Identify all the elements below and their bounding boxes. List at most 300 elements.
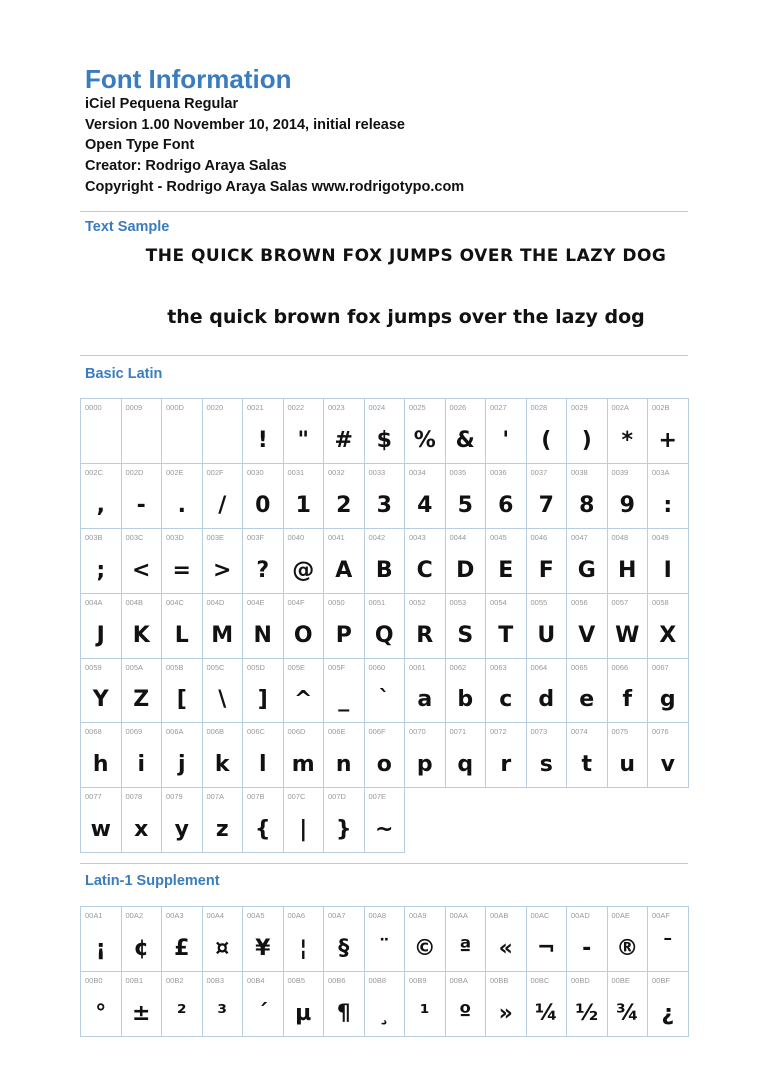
glyph-cell xyxy=(243,529,284,594)
glyph-code: 0075 xyxy=(611,727,629,737)
glyph-code: 004D xyxy=(206,597,225,607)
glyph-cell xyxy=(486,907,527,972)
glyph: | xyxy=(299,817,308,843)
glyph-cell xyxy=(324,659,365,724)
glyph: ¤ xyxy=(215,935,230,961)
glyph: { xyxy=(254,817,271,843)
glyph-code: 005E xyxy=(287,662,306,672)
glyph-cell xyxy=(203,464,244,529)
glyph-cell xyxy=(162,464,203,529)
glyph-cell xyxy=(81,723,122,788)
glyph-code: 005D xyxy=(247,662,265,672)
glyph-cell xyxy=(648,659,689,724)
glyph-code: 002C xyxy=(85,467,103,477)
glyph: O xyxy=(293,622,313,648)
glyph-code: 0074 xyxy=(571,727,588,737)
font-info xyxy=(85,94,464,198)
glyph: ' xyxy=(502,427,510,453)
glyph-code: 0073 xyxy=(530,727,548,737)
glyph-code: 0000 xyxy=(85,403,102,412)
page-title: Font Information xyxy=(85,64,292,94)
divider xyxy=(80,211,688,212)
glyph: ¯ xyxy=(662,935,674,961)
glyph-cell xyxy=(567,723,608,788)
glyph: M xyxy=(211,622,234,648)
glyph-cell xyxy=(648,723,689,788)
glyph-cell xyxy=(284,464,325,529)
glyph-code: 003D xyxy=(166,532,184,542)
glyph-code: 005F xyxy=(328,662,346,672)
glyph-cell xyxy=(162,399,203,464)
glyph-code: 00AE xyxy=(611,911,630,920)
glyph-code: 0050 xyxy=(328,597,345,607)
glyph-cell xyxy=(608,659,649,724)
glyph-code: 00A3 xyxy=(166,911,184,920)
glyph-code: 00B3 xyxy=(206,975,225,985)
glyph: / xyxy=(218,492,227,518)
glyph: R xyxy=(416,622,434,648)
glyph-code: 0045 xyxy=(490,532,507,542)
glyph-code: 007E xyxy=(368,792,387,802)
glyph-code: 0029 xyxy=(571,403,588,412)
glyph-code: 0043 xyxy=(409,532,426,542)
glyph-cell xyxy=(608,972,649,1037)
glyph-code: 002B xyxy=(652,403,670,412)
glyph: L xyxy=(174,622,189,648)
glyph-code: 0009 xyxy=(125,403,143,412)
glyph-cell xyxy=(527,529,568,594)
glyph-code: 0046 xyxy=(530,532,548,542)
glyph-code: 0026 xyxy=(449,403,467,412)
glyph: l xyxy=(258,752,267,778)
glyph-code: 00A2 xyxy=(125,911,144,920)
glyph-code: 0057 xyxy=(611,597,629,607)
glyph: ° xyxy=(95,1000,107,1026)
glyph: - xyxy=(136,492,146,518)
glyph-code: 00A6 xyxy=(287,911,306,920)
glyph-code: 00BC xyxy=(530,975,550,985)
glyph-code: 0066 xyxy=(611,662,629,672)
glyph: y xyxy=(174,817,189,843)
glyph-code: 0039 xyxy=(611,467,629,477)
glyph: 9 xyxy=(619,492,635,518)
glyph-code: 00AB xyxy=(490,911,509,920)
glyph-cell xyxy=(284,594,325,659)
glyph: N xyxy=(253,622,272,648)
glyph-cell xyxy=(648,907,689,972)
glyph-cell xyxy=(243,464,284,529)
glyph: p xyxy=(416,752,433,778)
glyph: ¨ xyxy=(378,935,390,961)
glyph-cell xyxy=(608,399,649,464)
glyph: ´ xyxy=(257,1000,269,1026)
glyph-cell xyxy=(608,594,649,659)
latin1-grid xyxy=(80,906,689,1037)
glyph: ] xyxy=(257,687,268,713)
glyph: ² xyxy=(176,1000,187,1026)
glyph-cell xyxy=(648,399,689,464)
glyph: ½ xyxy=(575,1000,599,1026)
glyph-cell xyxy=(446,529,487,594)
glyph-cell xyxy=(527,399,568,464)
glyph-cell xyxy=(243,659,284,724)
glyph-code: 00A9 xyxy=(409,911,427,920)
glyph-cell xyxy=(122,594,163,659)
glyph: k xyxy=(214,752,230,778)
glyph: 2 xyxy=(336,492,352,518)
glyph-code: 003E xyxy=(206,532,225,542)
glyph: s xyxy=(539,752,553,778)
glyph: @ xyxy=(292,557,315,583)
glyph-cell xyxy=(527,723,568,788)
glyph: ¢ xyxy=(133,935,149,961)
glyph-code: 0042 xyxy=(368,532,386,542)
glyph-code: 0032 xyxy=(328,467,345,477)
glyph-code: 0035 xyxy=(449,467,467,477)
glyph-code: 007A xyxy=(206,792,225,802)
glyph: X xyxy=(659,622,677,648)
glyph-code: 0044 xyxy=(449,532,467,542)
glyph-cell xyxy=(324,972,365,1037)
glyph: ¡ xyxy=(95,935,106,961)
glyph-cell xyxy=(567,972,608,1037)
glyph: f xyxy=(622,687,633,713)
glyph: « xyxy=(498,935,513,961)
glyph-cell xyxy=(405,529,446,594)
glyph-code: 004B xyxy=(125,597,144,607)
glyph-code: 0071 xyxy=(449,727,467,737)
glyph-cell xyxy=(203,594,244,659)
glyph-cell xyxy=(162,907,203,972)
glyph-code: 0063 xyxy=(490,662,507,672)
glyph-cell xyxy=(446,464,487,529)
glyph: ; xyxy=(96,557,106,583)
glyph: D xyxy=(456,557,475,583)
glyph-code: 0067 xyxy=(652,662,669,672)
glyph-code: 002D xyxy=(125,467,144,477)
glyph-cell xyxy=(365,399,406,464)
glyph-cell xyxy=(486,972,527,1037)
glyph-cell xyxy=(446,972,487,1037)
glyph-cell xyxy=(365,972,406,1037)
glyph-code: 0079 xyxy=(166,792,183,802)
glyph-code: 0078 xyxy=(125,792,143,802)
glyph-cell xyxy=(203,399,244,464)
glyph-code: 0056 xyxy=(571,597,588,607)
glyph-code: 003B xyxy=(85,532,103,542)
glyph: " xyxy=(297,427,309,453)
glyph: 4 xyxy=(417,492,433,518)
glyph-cell xyxy=(648,464,689,529)
font-name: iCiel Pequena Regular xyxy=(85,96,239,112)
glyph-code: 0053 xyxy=(449,597,467,607)
glyph-cell xyxy=(81,529,122,594)
glyph-code: 0070 xyxy=(409,727,426,737)
glyph-cell xyxy=(365,788,406,853)
glyph-code: 004A xyxy=(85,597,103,607)
glyph: $ xyxy=(376,427,392,453)
glyph: 1 xyxy=(295,492,311,518)
glyph-cell xyxy=(567,907,608,972)
glyph: H xyxy=(618,557,637,583)
glyph: - xyxy=(582,935,592,961)
glyph: & xyxy=(455,427,475,453)
glyph: E xyxy=(498,557,514,583)
glyph-code: 0047 xyxy=(571,532,588,542)
glyph: ` xyxy=(378,687,390,713)
glyph-cell xyxy=(243,723,284,788)
glyph-code: 00BD xyxy=(571,975,590,985)
glyph-cell xyxy=(567,399,608,464)
glyph-code: 0030 xyxy=(247,467,264,477)
glyph: h xyxy=(92,752,109,778)
glyph-code: 0055 xyxy=(530,597,548,607)
glyph-cell xyxy=(122,399,163,464)
glyph-code: 0027 xyxy=(490,403,507,412)
glyph-cell xyxy=(527,907,568,972)
glyph-cell xyxy=(324,464,365,529)
glyph-cell xyxy=(486,399,527,464)
glyph-cell xyxy=(122,788,163,853)
glyph: T xyxy=(498,622,514,648)
glyph-cell xyxy=(162,788,203,853)
glyph-code: 0020 xyxy=(206,403,224,412)
glyph-code: 006A xyxy=(166,727,184,737)
glyph: : xyxy=(663,492,673,518)
glyph-cell xyxy=(324,723,365,788)
glyph: ) xyxy=(581,427,592,453)
glyph-cell xyxy=(203,529,244,594)
glyph: g xyxy=(659,687,676,713)
basic-latin-heading: Basic Latin xyxy=(85,366,163,382)
glyph-code: 00B9 xyxy=(409,975,427,985)
glyph-code: 007B xyxy=(247,792,265,802)
divider xyxy=(80,355,688,356)
glyph-code: 0041 xyxy=(328,532,345,542)
glyph: µ xyxy=(295,1000,312,1026)
glyph-cell xyxy=(365,594,406,659)
glyph: 6 xyxy=(498,492,514,518)
glyph-code: 0076 xyxy=(652,727,669,737)
glyph-cell xyxy=(81,594,122,659)
glyph-code: 0031 xyxy=(287,467,305,477)
glyph-cell xyxy=(81,659,122,724)
glyph-code: 006F xyxy=(368,727,386,737)
glyph-cell xyxy=(162,529,203,594)
glyph-code: 004E xyxy=(247,597,265,607)
glyph-code: 0025 xyxy=(409,403,426,412)
glyph: x xyxy=(134,817,149,843)
glyph-code: 0060 xyxy=(368,662,386,672)
glyph-code: 0023 xyxy=(328,403,345,412)
glyph-cell xyxy=(567,659,608,724)
glyph-code: 00BB xyxy=(490,975,509,985)
glyph-cell xyxy=(527,972,568,1037)
glyph-code: 0062 xyxy=(449,662,467,672)
glyph-cell xyxy=(122,972,163,1037)
glyph: v xyxy=(660,752,675,778)
glyph: o xyxy=(376,752,392,778)
glyph: ^ xyxy=(294,687,313,713)
text-sample-heading: Text Sample xyxy=(85,219,170,235)
glyph: # xyxy=(334,427,353,453)
glyph-cell xyxy=(608,464,649,529)
glyph-code: 0040 xyxy=(287,532,305,542)
glyph-code: 0037 xyxy=(530,467,548,477)
glyph-code: 003F xyxy=(247,532,265,542)
font-type: Open Type Font xyxy=(85,137,195,154)
glyph-cell xyxy=(284,972,325,1037)
glyph-code: 0024 xyxy=(368,403,386,412)
glyph-code: 00AA xyxy=(449,911,468,920)
glyph: = xyxy=(172,557,191,583)
glyph: [ xyxy=(176,687,187,713)
glyph-cell xyxy=(203,723,244,788)
glyph-code: 00B1 xyxy=(125,975,144,985)
glyph-code: 00BF xyxy=(652,975,670,985)
glyph: + xyxy=(658,427,677,453)
glyph: i xyxy=(137,752,146,778)
glyph-code: 00B8 xyxy=(368,975,387,985)
glyph-cell xyxy=(324,399,365,464)
glyph-code: 0048 xyxy=(611,532,629,542)
glyph-code: 0036 xyxy=(490,467,507,477)
glyph-code: 0064 xyxy=(530,662,548,672)
glyph: ¹ xyxy=(419,1000,430,1026)
glyph: A xyxy=(335,557,353,583)
sample-lowercase: the quick brown fox jumps over the lazy dog xyxy=(167,306,645,328)
glyph-code: 0034 xyxy=(409,467,426,477)
glyph-cell xyxy=(324,788,365,853)
glyph-cell xyxy=(365,723,406,788)
glyph: ¦ xyxy=(299,935,308,961)
glyph-code: 00BE xyxy=(611,975,630,985)
glyph: < xyxy=(132,557,151,583)
glyph: © xyxy=(413,935,436,961)
glyph-code: 0022 xyxy=(287,403,305,412)
glyph: V xyxy=(578,622,596,648)
glyph-cell xyxy=(405,399,446,464)
glyph: ! xyxy=(257,427,268,453)
glyph-cell xyxy=(446,399,487,464)
glyph: _ xyxy=(338,687,350,713)
glyph-cell xyxy=(365,907,406,972)
glyph-cell xyxy=(324,594,365,659)
glyph: ~ xyxy=(375,817,394,843)
glyph: C xyxy=(416,557,433,583)
glyph-cell xyxy=(365,659,406,724)
glyph-code: 0028 xyxy=(530,403,548,412)
glyph: £ xyxy=(174,935,190,961)
font-creator: Creator: Rodrigo Araya Salas xyxy=(85,158,287,175)
glyph-cell xyxy=(648,529,689,594)
glyph: . xyxy=(177,492,186,518)
glyph-code: 0058 xyxy=(652,597,669,607)
glyph-code: 0065 xyxy=(571,662,588,672)
glyph-code: 0021 xyxy=(247,403,264,412)
glyph-code: 0069 xyxy=(125,727,143,737)
glyph-code: 0038 xyxy=(571,467,588,477)
glyph: ( xyxy=(541,427,552,453)
glyph: S xyxy=(457,622,474,648)
glyph-cell xyxy=(284,907,325,972)
glyph-cell xyxy=(486,594,527,659)
glyph-cell xyxy=(527,464,568,529)
glyph-cell xyxy=(405,659,446,724)
glyph-cell xyxy=(324,907,365,972)
glyph: U xyxy=(537,622,556,648)
glyph-cell xyxy=(122,529,163,594)
glyph-code: 00B4 xyxy=(247,975,265,985)
glyph: % xyxy=(413,427,436,453)
glyph-cell xyxy=(284,788,325,853)
glyph-cell xyxy=(648,972,689,1037)
glyph: b xyxy=(457,687,474,713)
glyph-code: 006E xyxy=(328,727,346,737)
glyph: * xyxy=(621,427,633,453)
glyph: a xyxy=(417,687,433,713)
glyph-cell xyxy=(365,529,406,594)
glyph-cell xyxy=(446,907,487,972)
glyph: } xyxy=(335,817,352,843)
glyph-cell xyxy=(162,723,203,788)
glyph-code: 00A5 xyxy=(247,911,265,920)
glyph-code: 004F xyxy=(287,597,305,607)
glyph-code: 00AD xyxy=(571,911,590,920)
glyph-cell xyxy=(284,723,325,788)
glyph-cell xyxy=(162,972,203,1037)
glyph-cell xyxy=(405,723,446,788)
glyph-code: 00A7 xyxy=(328,911,346,920)
glyph-cell xyxy=(81,907,122,972)
glyph-cell xyxy=(365,464,406,529)
glyph: 3 xyxy=(376,492,392,518)
glyph-cell xyxy=(203,972,244,1037)
glyph-cell xyxy=(243,972,284,1037)
glyph-code: 0049 xyxy=(652,532,669,542)
glyph-code: 00B2 xyxy=(166,975,184,985)
glyph-cell xyxy=(203,659,244,724)
glyph-code: 003C xyxy=(125,532,144,542)
glyph-code: 002E xyxy=(166,467,184,477)
glyph: 0 xyxy=(255,492,271,518)
glyph: ¶ xyxy=(336,1000,351,1026)
glyph-code: 0033 xyxy=(368,467,386,477)
latin1-heading: Latin-1 Supplement xyxy=(85,873,220,889)
glyph-cell xyxy=(446,723,487,788)
glyph: I xyxy=(663,557,672,583)
glyph-code: 0061 xyxy=(409,662,426,672)
glyph-cell xyxy=(203,788,244,853)
glyph: \ xyxy=(218,687,227,713)
glyph-code: 007C xyxy=(287,792,306,802)
glyph-code: 006D xyxy=(287,727,306,737)
font-version: Version 1.00 November 10, 2014, initial release xyxy=(85,116,405,133)
glyph-code: 005B xyxy=(166,662,184,672)
glyph-code: 003A xyxy=(652,467,670,477)
glyph-code: 00B6 xyxy=(328,975,346,985)
glyph: j xyxy=(177,752,186,778)
glyph-code: 006B xyxy=(206,727,225,737)
glyph-cell xyxy=(81,972,122,1037)
glyph: Y xyxy=(92,687,109,713)
glyph-cell xyxy=(405,972,446,1037)
glyph-cell xyxy=(284,399,325,464)
glyph: e xyxy=(579,687,595,713)
glyph: ¬ xyxy=(537,935,556,961)
glyph-cell xyxy=(405,594,446,659)
glyph: W xyxy=(615,622,640,648)
